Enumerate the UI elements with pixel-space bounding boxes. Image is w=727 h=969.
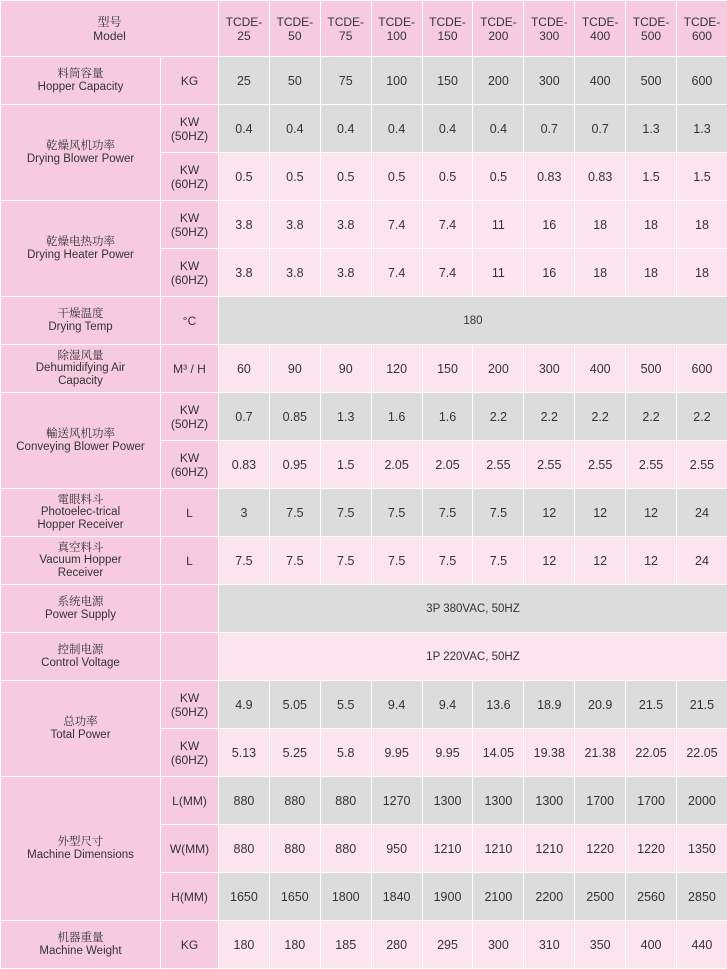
table-row — [1, 585, 727, 633]
value-cell: 1.5 — [677, 153, 727, 201]
value-cell: 295 — [422, 921, 473, 969]
value-cell: 200 — [473, 345, 524, 393]
drying-temp-label — [1, 297, 161, 345]
machine-dimensions-label-zh: 外型尺寸 — [1, 836, 160, 849]
drying-heater-label — [1, 201, 161, 297]
value-cell: 2850 — [677, 873, 727, 921]
value-cell: 440 — [677, 921, 727, 969]
value-cell: 1.3 — [677, 105, 727, 153]
value-cell: 2.55 — [626, 441, 677, 489]
value-cell: 7.5 — [320, 489, 371, 537]
value-cell: 0.4 — [473, 105, 524, 153]
value-cell: 12 — [524, 489, 575, 537]
model-header-zh: 型号 — [1, 15, 218, 29]
value-cell: 2560 — [626, 873, 677, 921]
value-cell: 2000 — [677, 777, 727, 825]
model-name: TCDE-400 — [575, 1, 626, 57]
value-cell: 4.9 — [219, 681, 270, 729]
power-supply-label-zh: 系统电源 — [1, 596, 160, 609]
value-cell: 2.05 — [371, 441, 422, 489]
value-cell: 7.5 — [219, 537, 270, 585]
value-cell: 0.5 — [371, 153, 422, 201]
value-cell: 0.4 — [269, 105, 320, 153]
drying-blower-label-zh: 乾燥风机功率 — [1, 140, 160, 153]
value-cell: 0.5 — [473, 153, 524, 201]
value-cell: 21.38 — [575, 729, 626, 777]
value-cell: 200 — [473, 57, 524, 105]
machine-dimensions-label-en: Machine Dimensions — [1, 849, 160, 862]
model-name: TCDE-200 — [473, 1, 524, 57]
total-power-label-zh: 总功率 — [1, 716, 160, 729]
drying-heater-label-en: Drying Heater Power — [1, 249, 160, 262]
value-cell: 2.55 — [575, 441, 626, 489]
value-cell: 0.5 — [320, 153, 371, 201]
value-cell: 0.7 — [575, 105, 626, 153]
value-cell: 2.05 — [422, 441, 473, 489]
conveying-blower-label-zh: 輸送风机功率 — [1, 428, 160, 441]
value-cell: 600 — [677, 345, 727, 393]
power-supply-label-en: Power Supply — [1, 609, 160, 622]
value-cell: 2.55 — [473, 441, 524, 489]
value-cell: 12 — [524, 537, 575, 585]
model-name: TCDE-75 — [320, 1, 371, 57]
value-cell: 400 — [575, 345, 626, 393]
value-cell: 1900 — [422, 873, 473, 921]
value-cell: 25 — [219, 57, 270, 105]
drying-temp-value: 180 — [219, 297, 727, 345]
model-name: TCDE-50 — [269, 1, 320, 57]
value-cell: 7.4 — [371, 249, 422, 297]
model-header-en: Model — [1, 29, 218, 43]
value-cell: 7.4 — [422, 249, 473, 297]
value-cell: 7.5 — [473, 537, 524, 585]
value-cell: 880 — [219, 825, 270, 873]
value-cell: 7.5 — [422, 489, 473, 537]
vacuum-hopper-label-en: Vacuum Hopper Receiver — [1, 554, 160, 579]
value-cell: 0.4 — [320, 105, 371, 153]
value-cell: 300 — [473, 921, 524, 969]
value-cell: 880 — [269, 825, 320, 873]
value-cell: 0.5 — [422, 153, 473, 201]
value-cell: 3.8 — [269, 201, 320, 249]
value-cell: 20.9 — [575, 681, 626, 729]
control-voltage-label — [1, 633, 161, 681]
value-cell: 2.2 — [575, 393, 626, 441]
value-cell: 60 — [219, 345, 270, 393]
value-cell: 180 — [269, 921, 320, 969]
value-cell: 0.4 — [422, 105, 473, 153]
value-cell: 350 — [575, 921, 626, 969]
value-cell: 2500 — [575, 873, 626, 921]
drying-temp-label-zh: 干燥温度 — [1, 308, 160, 321]
unit-cell: M³ / H — [161, 345, 219, 393]
unit-cell: KW (50HZ) — [161, 105, 219, 153]
value-cell: 18 — [626, 201, 677, 249]
value-cell: 12 — [626, 489, 677, 537]
value-cell: 3 — [219, 489, 270, 537]
value-cell: 880 — [320, 825, 371, 873]
value-cell: 1.5 — [320, 441, 371, 489]
value-cell: 19.38 — [524, 729, 575, 777]
value-cell: 400 — [575, 57, 626, 105]
drying-blower-label — [1, 105, 161, 201]
value-cell: 0.4 — [219, 105, 270, 153]
value-cell: 9.95 — [371, 729, 422, 777]
model-name: TCDE-500 — [626, 1, 677, 57]
value-cell: 2.55 — [524, 441, 575, 489]
model-name: TCDE-25 — [219, 1, 270, 57]
table-row — [1, 777, 727, 825]
value-cell: 185 — [320, 921, 371, 969]
power-supply-label — [1, 585, 161, 633]
value-cell: 2.2 — [473, 393, 524, 441]
value-cell: 180 — [219, 921, 270, 969]
value-cell: 880 — [320, 777, 371, 825]
unit-cell: KW (60HZ) — [161, 441, 219, 489]
value-cell: 21.5 — [677, 681, 727, 729]
value-cell: 7.4 — [422, 201, 473, 249]
model-name: TCDE-150 — [422, 1, 473, 57]
value-cell: 18 — [575, 249, 626, 297]
value-cell: 1.5 — [626, 153, 677, 201]
vacuum-hopper-label — [1, 537, 161, 585]
unit-cell: KW (60HZ) — [161, 153, 219, 201]
drying-heater-label-zh: 乾燥电热功率 — [1, 236, 160, 249]
value-cell: 7.5 — [422, 537, 473, 585]
vacuum-hopper-label-zh: 真空料斗 — [1, 542, 160, 555]
hopper-capacity-label — [1, 57, 161, 105]
value-cell: 1.6 — [371, 393, 422, 441]
table-row — [1, 681, 727, 729]
hopper-capacity-label-zh: 料筒容量 — [1, 68, 160, 81]
photo-hopper-label-en: Photoelec-trical Hopper Receiver — [1, 506, 160, 531]
table-row — [1, 1, 727, 57]
drying-temp-label-en: Drying Temp — [1, 321, 160, 334]
control-voltage-label-zh: 控制电源 — [1, 644, 160, 657]
value-cell: 90 — [269, 345, 320, 393]
unit-cell: L — [161, 537, 219, 585]
value-cell: 9.4 — [371, 681, 422, 729]
unit-cell: KG — [161, 921, 219, 969]
value-cell: 1.6 — [422, 393, 473, 441]
value-cell: 150 — [422, 57, 473, 105]
value-cell: 1210 — [473, 825, 524, 873]
value-cell: 12 — [575, 537, 626, 585]
unit-cell-empty — [161, 585, 219, 633]
unit-cell: KW (60HZ) — [161, 249, 219, 297]
value-cell: 0.5 — [269, 153, 320, 201]
table-row — [1, 393, 727, 441]
unit-cell: L(MM) — [161, 777, 219, 825]
value-cell: 1210 — [422, 825, 473, 873]
value-cell: 0.4 — [371, 105, 422, 153]
value-cell: 0.7 — [219, 393, 270, 441]
value-cell: 22.05 — [626, 729, 677, 777]
value-cell: 5.5 — [320, 681, 371, 729]
conveying-blower-label — [1, 393, 161, 489]
unit-cell: KW (60HZ) — [161, 729, 219, 777]
air-capacity-label-en: Dehumidifying Air Capacity — [1, 362, 160, 387]
value-cell: 0.83 — [575, 153, 626, 201]
value-cell: 500 — [626, 345, 677, 393]
machine-weight-label — [1, 921, 161, 969]
value-cell: 1800 — [320, 873, 371, 921]
unit-cell: H(MM) — [161, 873, 219, 921]
value-cell: 1.3 — [320, 393, 371, 441]
value-cell: 3.8 — [219, 201, 270, 249]
value-cell: 7.4 — [371, 201, 422, 249]
table-row — [1, 921, 727, 969]
value-cell: 12 — [575, 489, 626, 537]
unit-cell: °C — [161, 297, 219, 345]
value-cell: 2.2 — [626, 393, 677, 441]
value-cell: 1700 — [626, 777, 677, 825]
value-cell: 2200 — [524, 873, 575, 921]
value-cell: 21.5 — [626, 681, 677, 729]
machine-weight-label-zh: 机器重量 — [1, 932, 160, 945]
unit-cell: L — [161, 489, 219, 537]
machine-weight-label-en: Machine Weight — [1, 945, 160, 958]
value-cell: 1210 — [524, 825, 575, 873]
value-cell: 0.85 — [269, 393, 320, 441]
table-row — [1, 57, 727, 105]
value-cell: 300 — [524, 57, 575, 105]
value-cell: 7.5 — [371, 537, 422, 585]
table-row — [1, 489, 727, 537]
value-cell: 1700 — [575, 777, 626, 825]
value-cell: 0.5 — [219, 153, 270, 201]
value-cell: 950 — [371, 825, 422, 873]
value-cell: 2.2 — [677, 393, 727, 441]
value-cell: 400 — [626, 921, 677, 969]
model-name: TCDE-600 — [677, 1, 727, 57]
photo-hopper-label — [1, 489, 161, 537]
value-cell: 16 — [524, 201, 575, 249]
table-row — [1, 537, 727, 585]
value-cell: 1650 — [269, 873, 320, 921]
value-cell: 13.6 — [473, 681, 524, 729]
value-cell: 0.95 — [269, 441, 320, 489]
value-cell: 18 — [677, 201, 727, 249]
table-row — [1, 201, 727, 249]
value-cell: 2.2 — [524, 393, 575, 441]
value-cell: 500 — [626, 57, 677, 105]
value-cell: 310 — [524, 921, 575, 969]
unit-cell: KW (50HZ) — [161, 393, 219, 441]
unit-cell-empty — [161, 633, 219, 681]
value-cell: 3.8 — [320, 249, 371, 297]
value-cell: 5.05 — [269, 681, 320, 729]
value-cell: 1220 — [575, 825, 626, 873]
value-cell: 1220 — [626, 825, 677, 873]
value-cell: 11 — [473, 201, 524, 249]
value-cell: 14.05 — [473, 729, 524, 777]
table-row — [1, 345, 727, 393]
value-cell: 0.83 — [524, 153, 575, 201]
value-cell: 2100 — [473, 873, 524, 921]
power-supply-value: 3P 380VAC, 50HZ — [219, 585, 727, 633]
value-cell: 1270 — [371, 777, 422, 825]
unit-cell: KW (50HZ) — [161, 681, 219, 729]
table-row — [1, 105, 727, 153]
value-cell: 600 — [677, 57, 727, 105]
hopper-capacity-label-en: Hopper Capacity — [1, 81, 160, 94]
unit-cell: KG — [161, 57, 219, 105]
drying-blower-label-en: Drying Blower Power — [1, 153, 160, 166]
value-cell: 120 — [371, 345, 422, 393]
value-cell: 100 — [371, 57, 422, 105]
value-cell: 12 — [626, 537, 677, 585]
model-name: TCDE-300 — [524, 1, 575, 57]
value-cell: 1300 — [524, 777, 575, 825]
unit-cell: KW (50HZ) — [161, 201, 219, 249]
value-cell: 18 — [677, 249, 727, 297]
value-cell: 7.5 — [371, 489, 422, 537]
value-cell: 9.95 — [422, 729, 473, 777]
value-cell: 280 — [371, 921, 422, 969]
value-cell: 11 — [473, 249, 524, 297]
value-cell: 18.9 — [524, 681, 575, 729]
value-cell: 150 — [422, 345, 473, 393]
machine-dimensions-label — [1, 777, 161, 921]
value-cell: 7.5 — [473, 489, 524, 537]
model-header — [1, 1, 219, 57]
control-voltage-label-en: Control Voltage — [1, 657, 160, 670]
photo-hopper-label-zh: 電眼料斗 — [1, 494, 160, 507]
model-name: TCDE-100 — [371, 1, 422, 57]
value-cell: 1300 — [473, 777, 524, 825]
value-cell: 22.05 — [677, 729, 727, 777]
value-cell: 3.8 — [269, 249, 320, 297]
value-cell: 75 — [320, 57, 371, 105]
value-cell: 1350 — [677, 825, 727, 873]
table-row — [1, 633, 727, 681]
air-capacity-label — [1, 345, 161, 393]
value-cell: 1300 — [422, 777, 473, 825]
value-cell: 1.3 — [626, 105, 677, 153]
value-cell: 7.5 — [269, 537, 320, 585]
value-cell: 1840 — [371, 873, 422, 921]
value-cell: 9.4 — [422, 681, 473, 729]
value-cell: 7.5 — [320, 537, 371, 585]
value-cell: 3.8 — [320, 201, 371, 249]
control-voltage-value: 1P 220VAC, 50HZ — [219, 633, 727, 681]
value-cell: 16 — [524, 249, 575, 297]
value-cell: 5.13 — [219, 729, 270, 777]
total-power-label-en: Total Power — [1, 729, 160, 742]
table-row — [1, 297, 727, 345]
value-cell: 7.5 — [269, 489, 320, 537]
conveying-blower-label-en: Conveying Blower Power — [1, 441, 160, 454]
value-cell: 3.8 — [219, 249, 270, 297]
value-cell: 18 — [626, 249, 677, 297]
value-cell: 5.25 — [269, 729, 320, 777]
value-cell: 0.7 — [524, 105, 575, 153]
unit-cell: W(MM) — [161, 825, 219, 873]
value-cell: 880 — [219, 777, 270, 825]
air-capacity-label-zh: 除湿风量 — [1, 350, 160, 363]
value-cell: 2.55 — [677, 441, 727, 489]
value-cell: 24 — [677, 489, 727, 537]
value-cell: 5.8 — [320, 729, 371, 777]
total-power-label — [1, 681, 161, 777]
value-cell: 1650 — [219, 873, 270, 921]
value-cell: 50 — [269, 57, 320, 105]
value-cell: 24 — [677, 537, 727, 585]
value-cell: 880 — [269, 777, 320, 825]
value-cell: 18 — [575, 201, 626, 249]
value-cell: 0.83 — [219, 441, 270, 489]
value-cell: 300 — [524, 345, 575, 393]
value-cell: 90 — [320, 345, 371, 393]
